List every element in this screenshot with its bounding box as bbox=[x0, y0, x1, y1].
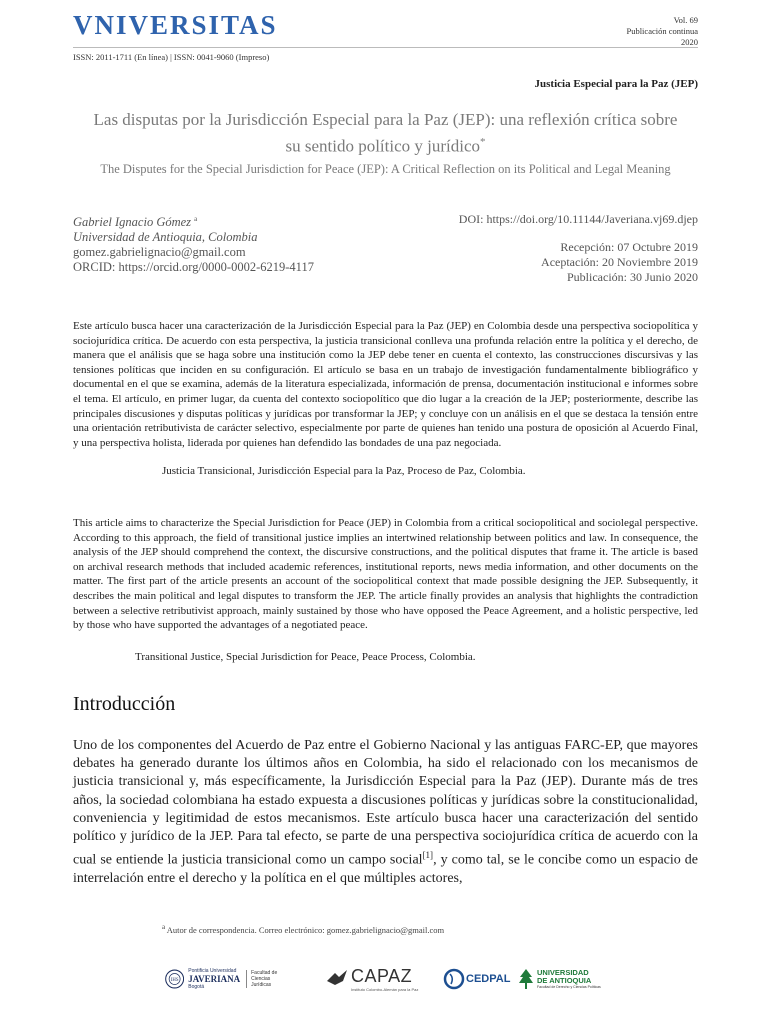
javeriana-seal-icon bbox=[165, 962, 184, 996]
intro-text-part2: , y como tal, se le concibe como un espacio de interrelación entre el derecho y la política en el que múltiples actores, bbox=[73, 852, 698, 887]
capaz-logo bbox=[325, 958, 425, 1000]
udea-line2: DE ANTIOQUIA bbox=[537, 975, 592, 985]
title-english: The Disputes for the Special Jurisdiction for Peace (JEP): A Critical Reflection on its Political and Legal Meaning bbox=[100, 162, 671, 176]
footnote bbox=[162, 923, 444, 935]
svg-text:IHS: IHS bbox=[170, 978, 179, 984]
author-email[interactable]: gomez.gabrielignacio@gmail.com bbox=[73, 245, 246, 260]
abstract-spanish: Este artículo busca hacer una caracterización de la Jurisdicción Especial para la Paz (JEP) en Colombia desde una perspectiva sociopolítica y sociojurídica crítica. De acuerdo con esta perspectiva, la justicia transicional conlleva una profunda relación entre la política y el derecho, de manera que el análisis que se haga sobre una institución como la JEP debe tener en cuenta el contexto, las construcciones discursivas y las tensiones políticas que inciden en su configuración. El artículo se basa en un trabajo de investigación fundamentalmente bibliográfico y documental en el que se examina, además de la literatura especializada, información de prensa, documentación institucional e informes sobre el tema. El artículo, en primer lugar, da cuenta del contexto sociopolítico que dio lugar a la creación de la JEP; posteriormente, describe las principales discusiones y disputas políticas y jurídicas por transformar la JEP; y concluye con un análisis en el que se destaca la tensión entre una orientación retributivista de carácter selectivo, especialmente por parte de quienes han tenido una postura de oposición al Acuerdo Final, y una perspectiva holista, liderada por quienes han defendido las bondades de una paz negociada. bbox=[73, 320, 698, 449]
cedpal-name: CEDPAL bbox=[466, 973, 511, 985]
javeriana-city: Bogotá bbox=[188, 984, 205, 990]
footnote-text: Autor de correspondencia. Correo electrónico: gomez.gabrielignacio@gmail.com bbox=[166, 924, 445, 935]
cedpal-globe-icon bbox=[443, 968, 465, 990]
header-rule bbox=[73, 47, 698, 48]
published-date: Publicación: 30 Junio 2020 bbox=[567, 270, 698, 284]
author-orcid[interactable]: ORCID: https://orcid.org/0000-0002-6219-4117 bbox=[73, 260, 314, 275]
udea-logo bbox=[518, 958, 608, 1000]
issn-line: ISSN: 2011-1711 (En línea) | ISSN: 0041-9060 (Impreso) bbox=[73, 52, 270, 62]
author-block bbox=[73, 212, 314, 275]
intro-text-part1: Uno de los componentes del Acuerdo de Paz entre el Gobierno Nacional y las antiguas FARC-EP, que mayores debates ha generado durante los últimos años en Colombia, ha sido el relacionado con los mecanismos de justicia transicional y, más específicamente, la Jurisdicción Especial para la Paz (JEP). Durante más de tres años, la sociedad colombiana ha estado expuesta a discusiones políticas y jurídicas sobre la constitucionalidad, conveniencia y legitimidad de estos mecanismos. Este artículo busca hacer una caracterización del sentido político y jurídico de la JEP. Para tal efecto, se parte de una perspectiva sociojurídica crítica de acuerdo con la cual se entiende la justicia transicional como un campo social bbox=[73, 738, 698, 868]
publication-year: 2020 bbox=[681, 37, 698, 47]
capaz-name: CAPAZ bbox=[351, 966, 413, 986]
dove-icon bbox=[325, 967, 349, 991]
section-name: Justicia Especial para la Paz (JEP) bbox=[534, 78, 698, 90]
javeriana-logo bbox=[165, 958, 280, 1000]
journal-brand: VNIVERSITAS bbox=[73, 10, 278, 40]
volume-info bbox=[626, 15, 698, 48]
udea-faculty: Facultad de Derecho y Ciencias Políticas bbox=[537, 984, 601, 989]
volume-number: Vol. 69 bbox=[673, 15, 698, 25]
section-heading-introduction: Introducción bbox=[73, 693, 176, 715]
cedpal-logo bbox=[443, 958, 513, 1000]
javeriana-line1: Pontificia Universidad bbox=[188, 968, 237, 974]
author-name: Gabriel Ignacio Gómez bbox=[73, 215, 192, 230]
udea-line1: UNIVERSIDAD bbox=[537, 967, 589, 977]
title-spanish-line2: su sentido político y jurídico bbox=[285, 136, 481, 156]
publication-type: Publicación continua bbox=[626, 26, 698, 36]
title-footnote-mark: * bbox=[480, 136, 486, 148]
keywords-english: Transitional Justice, Special Jurisdiction for Peace, Peace Process, Colombia. bbox=[135, 651, 476, 663]
accepted-date: Aceptación: 20 Noviembre 2019 bbox=[541, 255, 698, 269]
keywords-spanish: Justicia Transicional, Jurisdicción Especial para la Paz, Proceso de Paz, Colombia. bbox=[162, 465, 526, 477]
institution-logos bbox=[165, 958, 605, 1000]
udea-tree-icon bbox=[518, 968, 534, 990]
dates-block bbox=[541, 240, 698, 285]
javeriana-faculty: Facultad de Ciencias Jurídicas bbox=[246, 970, 280, 988]
capaz-subtitle: Instituto Colombo-Alemán para la Paz bbox=[351, 987, 419, 992]
title-spanish bbox=[73, 109, 698, 158]
introduction-paragraph bbox=[73, 737, 698, 888]
title-spanish-line1: Las disputas por la Jurisdicción Especial para la Paz (JEP): una reflexión crítica sobre bbox=[93, 110, 678, 129]
author-affiliation: Universidad de Antioquia, Colombia bbox=[73, 230, 258, 245]
javeriana-name: JAVERIANA bbox=[188, 974, 241, 984]
doi-link[interactable]: DOI: https://doi.org/10.11144/Javeriana.vj69.djep bbox=[458, 212, 698, 226]
footnote-marker: a bbox=[162, 923, 166, 931]
author-marker: a bbox=[194, 215, 198, 223]
abstract-english: This article aims to characterize the Special Jurisdiction for Peace (JEP) in Colombia from a critical sociopolitical and sociolegal perspective. According to this approach, the field of transitional justice implies an intertwined relationship between politics and law. In consequence, the analysis of the JEP should comprehend the context, the discursive constructions, and the political disputes that frame it. The article is based on archival research methods that included academic references, institutional reports, news media information, and other documents on the matter. The first part of the article presents an account of the sociopolitical context that made possible designing the JEP. Subsequently, it describes the main political and legal disputes to transform the JEP. The article finally provides an analysis that highlights the contradiction between a selective retributivist approach, mainly sustained by those who have opposed the Peace Agreement, and a holistic perspective, led by those who have supported the advantages of a negotiated peace. bbox=[73, 517, 698, 632]
received-date: Recepción: 07 Octubre 2019 bbox=[560, 240, 698, 254]
citation-ref-1[interactable]: [1] bbox=[422, 850, 434, 861]
